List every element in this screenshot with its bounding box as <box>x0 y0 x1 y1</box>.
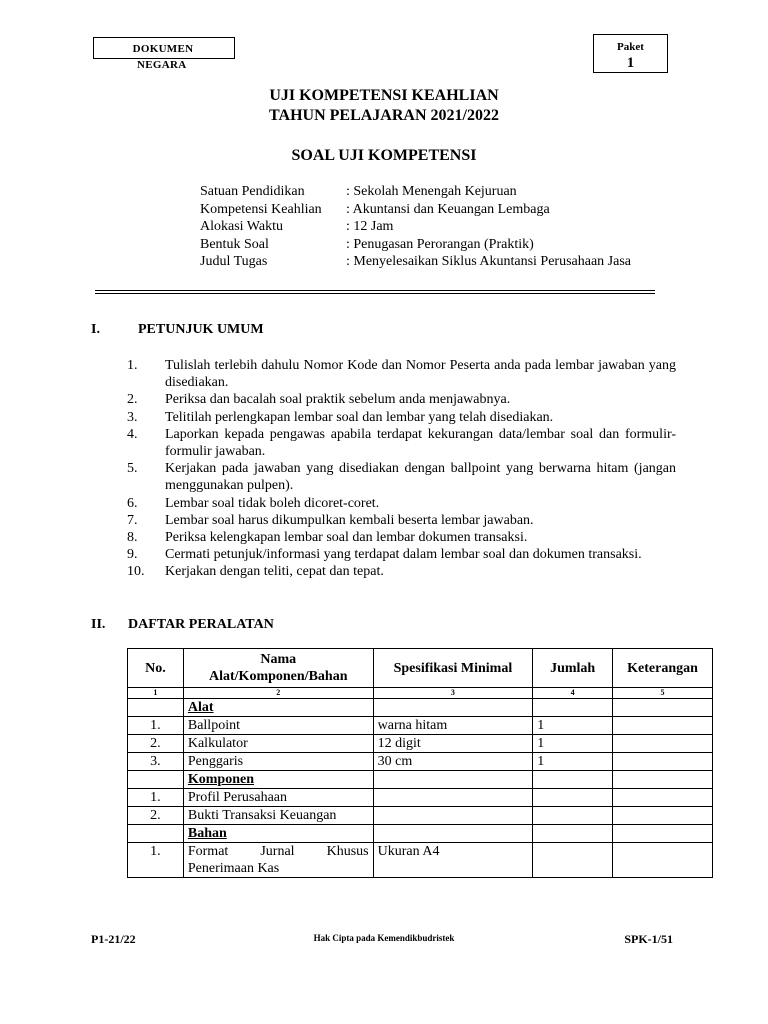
cell-qty <box>533 807 613 825</box>
cell-spec <box>373 789 533 807</box>
paket-label: Paket <box>617 41 644 53</box>
footer-page: SPK-1/51 <box>624 932 673 946</box>
table-row <box>128 735 713 753</box>
dokumen-label: DOKUMEN <box>132 43 194 55</box>
table-row <box>128 717 713 735</box>
column-index: 5 <box>613 688 713 699</box>
list-item <box>127 460 676 494</box>
cell-qty <box>533 771 613 789</box>
header-qty: Jumlah <box>533 649 613 688</box>
cell-name: Penggaris <box>183 753 373 771</box>
cell-note <box>613 753 713 771</box>
cell-no: 2. <box>128 735 184 753</box>
section-1-title: PETUNJUK UMUM <box>138 322 264 337</box>
list-item <box>127 426 676 460</box>
footer-code: P1-21/22 <box>91 932 136 946</box>
table-row <box>128 789 713 807</box>
paket-box <box>593 34 668 73</box>
cell-note <box>613 771 713 789</box>
header-no: No. <box>128 649 184 688</box>
item-text: Periksa dan bacalah soal praktik sebelum anda menjawabnya. <box>165 392 511 408</box>
soal-title: SOAL UJI KOMPETENSI <box>291 147 477 164</box>
negara-label: NEGARA <box>137 59 187 71</box>
cell-name: Format Jurnal Khusus Penerimaan Kas <box>183 843 373 878</box>
cell-note <box>613 843 713 878</box>
column-index-row <box>128 688 713 699</box>
info-label: Satuan Pendidikan <box>200 184 305 199</box>
cell-no <box>128 771 184 789</box>
divider-line <box>95 293 655 294</box>
info-label: Judul Tugas <box>200 254 268 270</box>
cell-qty: 1 <box>533 717 613 735</box>
cell-no: 1. <box>128 789 184 807</box>
table-header-row <box>128 649 713 688</box>
info-row <box>200 253 631 271</box>
category-komponen: Komponen <box>183 771 373 789</box>
item-number: 5. <box>127 461 138 477</box>
cell-no: 2. <box>128 807 184 825</box>
item-text: Cermati petunjuk/informasi yang terdapat dalam lembar soal dan dokumen transaksi. <box>165 547 642 563</box>
cell-qty <box>533 699 613 717</box>
info-block <box>200 183 631 271</box>
cell-note <box>613 735 713 753</box>
equipment-table <box>127 648 713 878</box>
info-label: Kompetensi Keahlian <box>200 201 322 217</box>
item-text: Laporkan kepada pengawas apabila terdapat kekurangan data/lembar soal dan formulir-formulir jawaban. <box>165 426 676 460</box>
cell-name: Ballpoint <box>183 717 373 735</box>
info-row <box>200 218 631 236</box>
exam-title: UJI KOMPETENSI KEAHLIAN <box>269 87 499 104</box>
info-label: Alokasi Waktu <box>200 219 283 235</box>
cell-qty: 1 <box>533 753 613 771</box>
item-number: 4. <box>127 426 138 442</box>
column-index: 3 <box>373 688 533 699</box>
header-name <box>183 649 373 688</box>
section-1-number: I. <box>91 322 100 337</box>
item-text: Lembar soal harus dikumpulkan kembali beserta lembar jawaban. <box>165 512 534 528</box>
item-text: Lembar soal tidak boleh dicoret-coret. <box>165 495 380 511</box>
info-row <box>200 201 631 219</box>
school-year-title: TAHUN PELAJARAN 2021/2022 <box>269 107 499 124</box>
cell-note <box>613 699 713 717</box>
item-number: 7. <box>127 512 138 528</box>
cell-qty <box>533 825 613 843</box>
table-row <box>128 753 713 771</box>
cell-note <box>613 807 713 825</box>
header-note: Keterangan <box>613 649 713 688</box>
info-row <box>200 236 631 254</box>
header-spec: Spesifikasi Minimal <box>373 649 533 688</box>
item-text: Periksa kelengkapan lembar soal dan lembar dokumen transaksi. <box>165 530 528 546</box>
cell-no: 1. <box>128 843 184 878</box>
list-item <box>127 357 676 391</box>
info-label: Bentuk Soal <box>200 236 269 252</box>
list-item <box>127 529 676 546</box>
cell-note <box>613 717 713 735</box>
list-item <box>127 495 676 512</box>
table-row <box>128 825 713 843</box>
cell-no: 1. <box>128 717 184 735</box>
info-value: : Penugasan Perorangan (Praktik) <box>346 236 534 252</box>
list-item <box>127 546 676 563</box>
cell-no <box>128 699 184 717</box>
column-index: 1 <box>128 688 184 699</box>
table-row <box>128 699 713 717</box>
paket-number: 1 <box>626 55 635 71</box>
cell-spec <box>373 807 533 825</box>
cell-name: Bukti Transaksi Keuangan <box>183 807 373 825</box>
column-index: 2 <box>183 688 373 699</box>
info-value: : 12 Jam <box>346 219 394 235</box>
item-text: Tulislah terlebih dahulu Nomor Kode dan Nomor Peserta anda pada lembar jawaban yang disediakan. <box>165 358 676 391</box>
cell-spec <box>373 825 533 843</box>
cell-spec: warna hitam <box>373 717 533 735</box>
cell-spec <box>373 771 533 789</box>
instruction-list <box>127 357 676 581</box>
section-2-title: DAFTAR PERALATAN <box>128 617 274 632</box>
divider-line <box>95 290 655 291</box>
header-name-line1: Nama <box>260 652 297 667</box>
cell-note <box>613 789 713 807</box>
cell-spec: Ukuran A4 <box>373 843 533 878</box>
cell-spec: 30 cm <box>373 753 533 771</box>
category-bahan: Bahan <box>183 825 373 843</box>
cell-name: Kalkulator <box>183 735 373 753</box>
cell-no: 3. <box>128 753 184 771</box>
item-number: 1. <box>127 358 138 373</box>
item-number: 6. <box>127 495 138 511</box>
info-value: : Sekolah Menengah Kejuruan <box>346 184 517 199</box>
table-row <box>128 843 713 878</box>
list-item <box>127 391 676 408</box>
item-number: 10. <box>127 564 145 580</box>
list-item <box>127 512 676 529</box>
cell-name: Profil Perusahaan <box>183 789 373 807</box>
header-name-line2: Alat/Komponen/Bahan <box>209 669 348 684</box>
column-index: 4 <box>533 688 613 699</box>
cell-note <box>613 825 713 843</box>
cell-qty <box>533 789 613 807</box>
info-value: : Akuntansi dan Keuangan Lembaga <box>346 201 550 217</box>
cell-qty: 1 <box>533 735 613 753</box>
item-text: Telitilah perlengkapan lembar soal dan lembar yang telah disediakan. <box>165 409 554 425</box>
cell-no <box>128 825 184 843</box>
info-row <box>200 183 631 201</box>
item-number: 8. <box>127 530 138 546</box>
item-number: 2. <box>127 392 138 408</box>
cell-qty <box>533 843 613 878</box>
item-number: 3. <box>127 409 138 425</box>
cell-spec <box>373 699 533 717</box>
table-row <box>128 771 713 789</box>
list-item <box>127 409 676 426</box>
item-text: Kerjakan dengan teliti, cepat dan tepat. <box>165 564 384 580</box>
item-text: Kerjakan pada jawaban yang disediakan dengan ballpoint yang berwarna hitam (jangan menggunakan pulpen). <box>165 461 676 494</box>
info-value: : Menyelesaikan Siklus Akuntansi Perusahaan Jasa <box>346 254 632 270</box>
list-item <box>127 563 676 580</box>
footer-copyright: Hak Cipta pada Kemendikbudristek <box>313 933 455 943</box>
cell-spec: 12 digit <box>373 735 533 753</box>
category-alat: Alat <box>183 699 373 717</box>
item-number: 9. <box>127 547 138 563</box>
section-2-number: II. <box>91 617 106 632</box>
table-row <box>128 807 713 825</box>
